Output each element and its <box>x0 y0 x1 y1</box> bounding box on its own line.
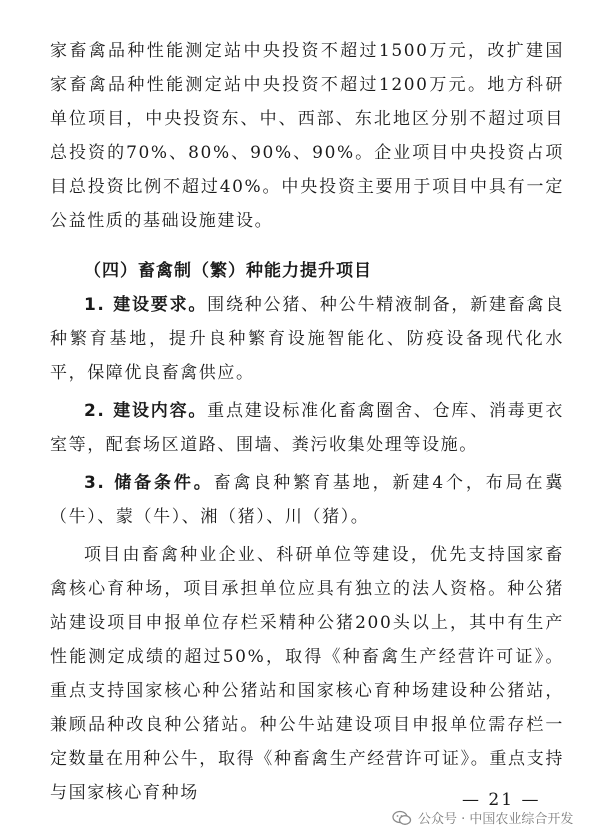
paragraph-project-eligibility: 项目由畜禽种业企业、科研单位等建设，优先支持国家畜禽核心育种场，项目承担单位应具有独立的法人资格。种公猪站建设项目申报单位存栏采精种公猪200头以上，其中有生产性能测定成绩的超过50%，取得《种畜禽生产经营许可证》。重点支持国家核心种公猪站和国家核心育种场建设种公猪站，兼顾品种改良种公猪站。种公牛站建设项目申报单位需存栏一定数量在用种公牛，取得《种畜禽生产经营许可证》。重点支持与国家核心育种场 <box>50 545 564 803</box>
item2-text: 重点建设标准化畜禽圈舍、仓库、消毒更衣室等，配套场区道路、围墙、粪污收集处理等设施。 <box>50 401 564 455</box>
watermark <box>392 808 573 827</box>
item1-text: 围绕种公猪、种公牛精液制备，新建畜禽良种繁育基地，提升良种繁育设施智能化、防疫设备现代化水平，保障优良畜禽供应。 <box>50 295 564 383</box>
section-heading: （四）畜禽制（繁）种能力提升项目 <box>84 261 372 281</box>
item2-label: 2. 建设内容。 <box>84 401 208 421</box>
item3-label: 3. 储备条件。 <box>84 473 214 493</box>
page-number: — 21 — <box>462 790 541 810</box>
item1-label: 1. 建设要求。 <box>84 295 208 315</box>
wechat-icon <box>392 810 412 826</box>
item-construction-requirements <box>50 288 564 390</box>
item-construction-content <box>50 394 564 462</box>
watermark-text: 公众号 · 中国农业综合开发 <box>418 812 574 827</box>
item-reserve-conditions <box>50 466 564 534</box>
item3-text: 畜禽良种繁育基地，新建4个，布局在冀（牛）、蒙（牛）、湘（猪）、川（猪）。 <box>50 473 564 527</box>
paragraph-investment-limits: 家畜禽品种性能测定站中央投资不超过1500万元，改扩建国家畜禽品种性能测定站中央投资不超过1200万元。地方科研单位项目，中央投资东、中、西部、东北地区分别不超过项目总投资的70%、80%、90%、90%。企业项目中央投资占项目总投资比例不超过40%。中央投资主要用于项目中具有一定公益性质的基础设施建设。 <box>50 41 564 231</box>
